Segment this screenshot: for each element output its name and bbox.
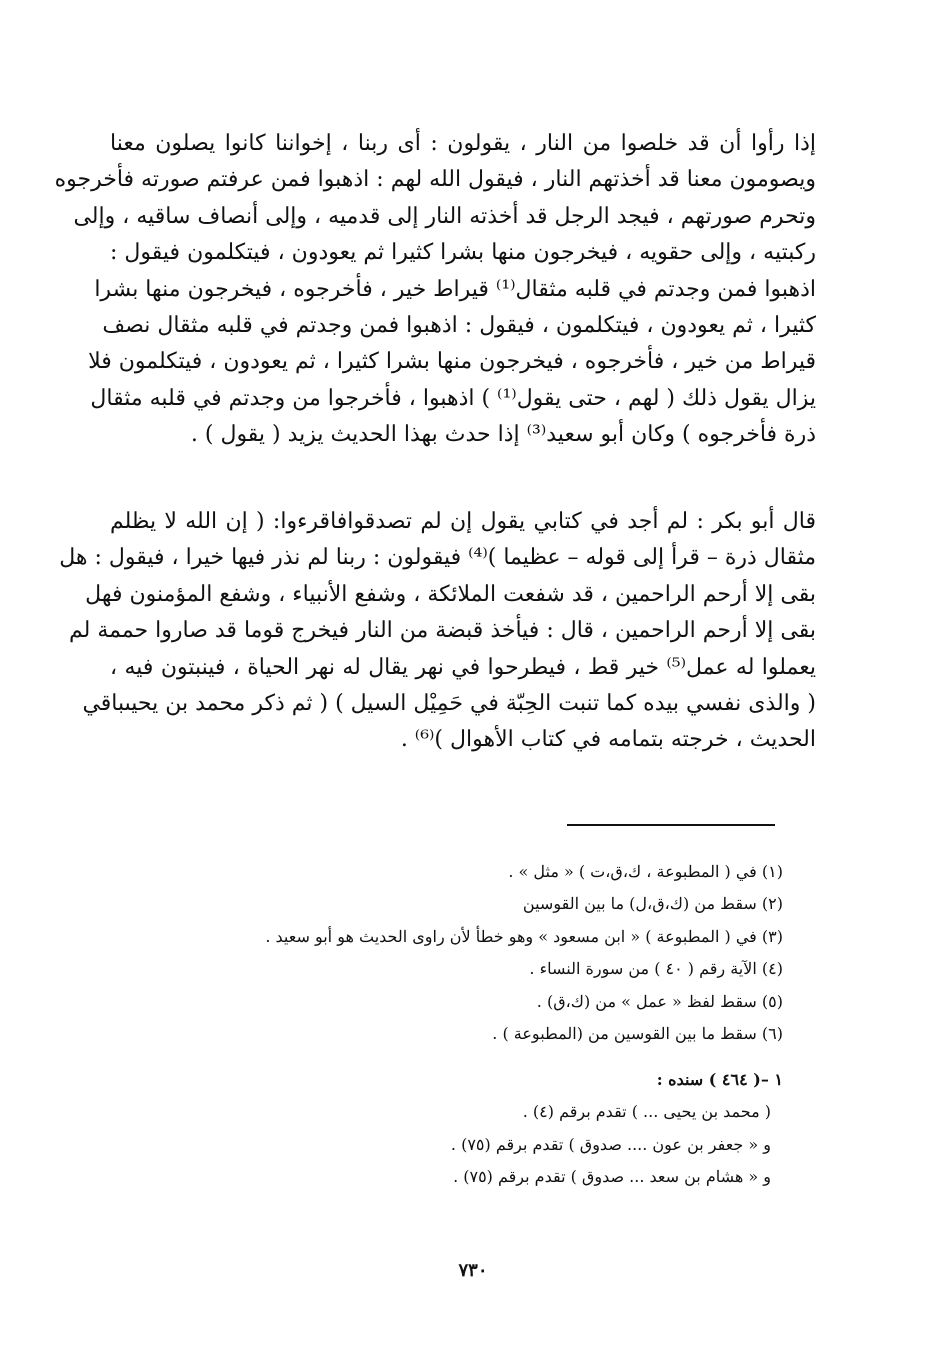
- text-line: وتحرم صورتهم ، فيجد الرجل قد أخذته النار إلى قدميه ، وإلى أنصاف ساقيه ، وإلى: [73, 203, 816, 229]
- text-line: قيراط من خير ، فأخرجوه ، فيخرجون منها بشرا كثيرا ، ثم يعودون ، فيتكلمون فلا: [88, 349, 816, 375]
- text-line: ويصومون معنا قد أخذتهم النار ، فيقول الله لهم : اذهبوا فمن عرفتم صورته فأخرجوه: [54, 167, 816, 193]
- text-line: ذرة فأخرجوه ) وكان أبو سعيد⁽³⁾ إذا حدث بهذا الحديث يزيد ( يقول ) .: [190, 422, 816, 448]
- main-paragraph-2: [59, 504, 816, 759]
- sanad-line: و « هشام بن سعد ... صدوق ) تقدم برقم (٧٥) .: [453, 1167, 771, 1187]
- text-line: بقى إلا أرحم الراحمين ، قال : فيأخذ قبضة من النار فيخرج قوما قد صاروا حممة لم: [68, 618, 816, 644]
- text-line: اذهبوا فمن وجدتم في قلبه مثقال⁽¹⁾ قيراط خير ، فأخرجوه ، فيخرجون منها بشرا: [94, 276, 816, 302]
- text-line: بقى إلا أرحم الراحمين ، قد شفعت الملائكة ، وشفع الأنبياء ، وشفع المؤمنون فهل: [85, 581, 816, 607]
- text-line: ( والذى نفسي بيده كما تنبت الحِبّة في حَمِيْل السيل ) ( ثم ذكر محمد بن يحيىباقي: [82, 690, 816, 716]
- sanad-heading: ١ –( ٤٦٤ ) سنده :: [656, 1070, 783, 1089]
- sanad-line: و « جعفر بن عون .... صدوق ) تقدم برقم (٧٥) .: [450, 1134, 771, 1154]
- text-line: كثيرا ، ثم يعودون ، فيتكلمون ، فيقول : اذهبوا فمن وجدتم في قلبه مثقال نصف: [102, 312, 816, 338]
- main-paragraph-1: [54, 126, 816, 454]
- text-line: قال أبو بكر : لم أجد في كتابي يقول إن لم تصدقوافاقرءوا: ( إن الله لا يظلم: [110, 509, 816, 534]
- text-line: مثقال ذرة – قرأ إلى قوله – عظيما )⁽⁴⁾ فيقولون : ربنا لم نذر فيها خيرا ، فيقول : هل: [59, 545, 816, 571]
- footnote-5: (٥) سقط لفظ « عمل » من (ك،ق) .: [536, 991, 783, 1011]
- footnote-3: (٣) في ( المطبوعة ) « ابن مسعود » وهو خطأ لأن راوى الحديث هو أبو سعيد .: [265, 926, 783, 946]
- text-line: يعملوا له عمل⁽⁵⁾ خير قط ، فيطرحوا في نهر يقال له نهر الحياة ، فينبتون فيه ،: [110, 654, 816, 680]
- footnote-4: (٤) الآية رقم ( ٤٠ ) من سورة النساء .: [529, 959, 783, 979]
- sanad-line: ( محمد بن يحيى ... ) تقدم برقم (٤) .: [522, 1102, 771, 1122]
- footnotes: [200, 856, 783, 1050]
- text-line: إذا رأوا أن قد خلصوا من النار ، يقولون : أى ربنا ، إخواننا كانوا يصلون معنا: [110, 131, 816, 156]
- text-line: الحديث ، خرجته بتمامه في كتاب الأهوال )⁽⁶⁾ .: [400, 727, 816, 753]
- footnote-2: (٢) سقط من (ك،ق،ل) ما بين القوسين: [522, 894, 783, 914]
- footnote-1: (١) في ( المطبوعة ، ك،ق،ت ) « مثل » .: [508, 862, 783, 881]
- page-number: ٧٣٠: [458, 1260, 488, 1281]
- footnote-separator: [567, 824, 775, 826]
- text-line: يزال يقول ذلك ( لهم ، حتى يقول⁽¹⁾ ) اذهبوا ، فأخرجوا من وجدتم في قلبه مثقال: [90, 385, 816, 411]
- text-line: ركبتيه ، وإلى حقويه ، فيخرجون منها بشرا كثيرا ثم يعودون ، فيتكلمون فيقول :: [110, 240, 816, 266]
- sanad-section: [200, 1064, 783, 1194]
- footnote-6: (٦) سقط ما بين القوسين من (المطبوعة ) .: [492, 1023, 783, 1043]
